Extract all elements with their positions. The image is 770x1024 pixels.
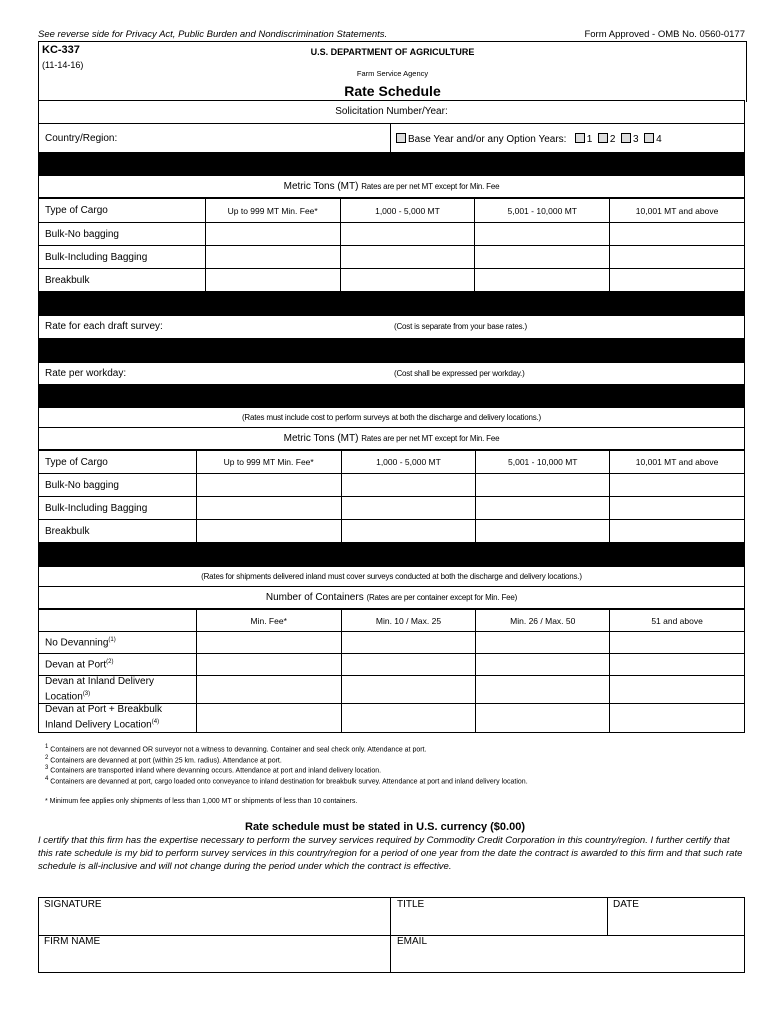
section3-caption-main: Number of Containers bbox=[265, 592, 364, 603]
rate-cell[interactable] bbox=[476, 676, 610, 704]
email-label: EMAIL bbox=[397, 936, 428, 947]
section1-table bbox=[38, 198, 745, 292]
rate-cell[interactable] bbox=[205, 246, 340, 269]
footnote-4 bbox=[45, 776, 528, 785]
footnote-number: 3 bbox=[45, 765, 49, 771]
section1-col-3: 10,001 MT and above bbox=[610, 199, 745, 223]
workday-row[interactable] bbox=[38, 363, 745, 385]
rate-cell[interactable] bbox=[476, 497, 610, 520]
rate-cell[interactable] bbox=[610, 654, 745, 676]
rate-cell[interactable] bbox=[205, 223, 340, 246]
option-year-4-checkbox[interactable] bbox=[644, 133, 654, 143]
rate-cell[interactable] bbox=[610, 497, 745, 520]
rate-cell[interactable] bbox=[476, 520, 610, 543]
section3-row-label bbox=[39, 704, 197, 732]
option-year-3-checkbox[interactable] bbox=[621, 133, 631, 143]
option-year-1-label: 1 bbox=[586, 134, 593, 145]
rate-cell[interactable] bbox=[610, 520, 745, 543]
section3-note-row bbox=[38, 567, 745, 587]
min-fee-note: * Minimum fee applies only shipments of less than 1,000 MT or shipments of less than 10 containers. bbox=[45, 798, 358, 805]
section3-row-label bbox=[39, 654, 197, 676]
section1-row-label: Breakbulk bbox=[39, 269, 206, 292]
rate-cell[interactable] bbox=[341, 704, 476, 732]
draft-survey-row[interactable] bbox=[38, 316, 745, 339]
option-year-2-label: 2 bbox=[609, 134, 616, 145]
rate-cell[interactable] bbox=[610, 474, 745, 497]
section-bar-1 bbox=[38, 153, 745, 176]
section2-col-0: Up to 999 MT Min. Fee* bbox=[196, 451, 341, 474]
agency: Farm Service Agency bbox=[356, 69, 429, 78]
section2-note: (Rates must include cost to perform surveys at both the discharge and delivery locations.) bbox=[241, 413, 542, 422]
rate-cell[interactable] bbox=[476, 654, 610, 676]
solicitation-label: Solicitation Number/Year: bbox=[335, 106, 448, 117]
section1-col-0: Up to 999 MT Min. Fee* bbox=[205, 199, 340, 223]
page-title: Rate Schedule bbox=[344, 83, 441, 99]
country-label: Country/Region: bbox=[45, 133, 118, 144]
section-bar-3 bbox=[38, 339, 745, 363]
section3-col-0: Min. Fee* bbox=[196, 610, 341, 632]
section1-caption-main: Metric Tons (MT) bbox=[283, 181, 359, 192]
form-version: (11-14-16) bbox=[42, 60, 84, 70]
workday-note: (Cost shall be expressed per workday.) bbox=[394, 369, 525, 378]
section2-note-row bbox=[38, 408, 745, 428]
row-text: Devan at Port + Breakbulk bbox=[45, 704, 163, 716]
privacy-notice: See reverse side for Privacy Act, Public Burden and Nondiscrimination Statements. bbox=[38, 29, 388, 40]
rate-cell[interactable] bbox=[196, 632, 341, 654]
draft-survey-note: (Cost is separate from your base rates.) bbox=[394, 322, 527, 331]
title-field[interactable] bbox=[391, 898, 608, 936]
section2-caption-small: Rates are per net MT except for Min. Fee bbox=[361, 434, 500, 443]
footnote-1 bbox=[45, 744, 426, 753]
rate-cell[interactable] bbox=[476, 632, 610, 654]
workday-label: Rate per workday: bbox=[45, 368, 127, 379]
section2-row-label: Bulk-No bagging bbox=[39, 474, 197, 497]
rate-cell[interactable] bbox=[341, 520, 476, 543]
section3-row-label bbox=[39, 632, 197, 654]
footnote-2 bbox=[45, 755, 282, 764]
section2-table bbox=[38, 450, 745, 543]
rate-cell[interactable] bbox=[610, 246, 745, 269]
section1-col-type: Type of Cargo bbox=[39, 199, 206, 223]
country-row bbox=[38, 124, 745, 153]
rate-cell[interactable] bbox=[475, 246, 610, 269]
section1-caption bbox=[38, 176, 745, 198]
rate-cell[interactable] bbox=[196, 654, 341, 676]
section3-caption-text bbox=[39, 592, 744, 603]
section3-row-label bbox=[39, 676, 197, 704]
omb-number: Form Approved - OMB No. 0560-0177 bbox=[584, 29, 745, 40]
certification-text: I certify that this firm has the expertise necessary to perform the survey services required by Commodity Credit Corporation in this country/region. I further certify that this rate schedule is my bid to perform survey services in this country/region for a period of one year from the date the contract is awarded to this firm and that such rate schedule is all-inclusive and will not change during the period under which the contract is effective. bbox=[38, 835, 743, 872]
row-sup: (1) bbox=[108, 636, 116, 643]
rate-cell[interactable] bbox=[475, 269, 610, 292]
section3-col-1: Min. 10 / Max. 25 bbox=[341, 610, 476, 632]
email-field[interactable] bbox=[391, 936, 744, 972]
draft-survey-label: Rate for each draft survey: bbox=[45, 321, 163, 332]
rate-cell[interactable] bbox=[610, 269, 745, 292]
date-field[interactable] bbox=[608, 898, 744, 936]
rate-cell[interactable] bbox=[341, 632, 476, 654]
country-field[interactable] bbox=[39, 124, 391, 152]
footnote-number: 1 bbox=[45, 744, 49, 750]
firm-name-field[interactable] bbox=[39, 936, 391, 972]
base-year-label: Base Year and/or any Option Years: bbox=[408, 134, 567, 145]
section2-col-type: Type of Cargo bbox=[39, 451, 197, 474]
section2-caption-main: Metric Tons (MT) bbox=[283, 433, 359, 444]
date-label: DATE bbox=[613, 899, 639, 910]
rate-cell[interactable] bbox=[610, 632, 745, 654]
section1-caption-small: Rates are per net MT except for Min. Fee bbox=[361, 182, 500, 191]
footnote-3 bbox=[45, 765, 381, 774]
footnote-text: Containers are devanned at port (within 25 km. radius). Attendance at port. bbox=[50, 757, 282, 765]
section3-col-3: 51 and above bbox=[610, 610, 745, 632]
rate-cell[interactable] bbox=[340, 246, 475, 269]
rate-cell[interactable] bbox=[196, 497, 341, 520]
row-sup: (4) bbox=[151, 719, 160, 726]
footnote-text: Containers are transported inland where devanning occurs. Attendance at port and inland delivery location. bbox=[50, 767, 382, 775]
section2-col-1: 1,000 - 5,000 MT bbox=[341, 451, 476, 474]
section3-col-2: Min. 26 / Max. 50 bbox=[476, 610, 610, 632]
rate-cell[interactable] bbox=[341, 676, 476, 704]
rate-cell[interactable] bbox=[476, 704, 610, 732]
section2-col-2: 5,001 - 10,000 MT bbox=[476, 451, 610, 474]
section1-col-1: 1,000 - 5,000 MT bbox=[340, 199, 475, 223]
section3-caption-small: (Rates are per container except for Min. Fee) bbox=[366, 593, 518, 602]
rate-cell[interactable] bbox=[610, 704, 745, 732]
row-sup: (3) bbox=[82, 691, 91, 697]
option-year-3-label: 3 bbox=[633, 134, 639, 145]
signature-block bbox=[38, 897, 745, 973]
form-code: KC-337 bbox=[42, 44, 80, 56]
rate-cell[interactable] bbox=[196, 474, 341, 497]
rate-cell[interactable] bbox=[340, 223, 475, 246]
section3-note: (Rates for shipments delivered inland must cover surveys conducted at both the discharge and delivery locations.) bbox=[201, 572, 582, 581]
option-years bbox=[396, 133, 662, 145]
department: U.S. DEPARTMENT OF AGRICULTURE bbox=[310, 47, 475, 57]
section1-caption-text bbox=[39, 181, 744, 192]
section2-col-3: 10,001 MT and above bbox=[610, 451, 745, 474]
rate-cell[interactable] bbox=[340, 269, 475, 292]
signature-label: SIGNATURE bbox=[44, 899, 102, 910]
footnote-text: Containers are devanned at port, cargo loaded onto conveyance to inland destination for breakbulk survey. Attendance at port and inland delivery location. bbox=[50, 778, 528, 786]
rate-cell[interactable] bbox=[196, 676, 341, 704]
row-text: No Devanning bbox=[45, 637, 109, 649]
rate-cell[interactable] bbox=[196, 704, 341, 732]
section2-row-label: Bulk-Including Bagging bbox=[39, 497, 197, 520]
section2-row-label: Breakbulk bbox=[39, 520, 197, 543]
rate-cell[interactable] bbox=[476, 474, 610, 497]
section-bar-5 bbox=[38, 543, 745, 567]
currency-heading: Rate schedule must be stated in U.S. currency ($0.00) bbox=[245, 821, 525, 833]
section1-col-2: 5,001 - 10,000 MT bbox=[475, 199, 610, 223]
row-text-2: Location bbox=[45, 691, 83, 703]
rate-cell[interactable] bbox=[610, 223, 745, 246]
footnote-text: Containers are not devanned OR surveyor not a witness to devanning. Container and seal check only. Attendance at port. bbox=[50, 746, 427, 754]
rate-cell[interactable] bbox=[341, 474, 476, 497]
signature-field[interactable] bbox=[39, 898, 391, 936]
option-year-2-checkbox[interactable] bbox=[598, 133, 608, 143]
solicitation-row[interactable] bbox=[38, 100, 745, 124]
row-text-2: Inland Delivery Location bbox=[45, 719, 152, 731]
row-text: Devan at Port bbox=[45, 659, 107, 671]
footnote-number: 2 bbox=[45, 755, 49, 761]
section-bar-4 bbox=[38, 385, 745, 408]
section2-caption bbox=[38, 428, 745, 450]
title-label: TITLE bbox=[397, 899, 425, 910]
firm-name-label: FIRM NAME bbox=[44, 936, 101, 947]
section1-row-label: Bulk-No bagging bbox=[39, 223, 206, 246]
form-header bbox=[38, 41, 747, 102]
base-year-checkbox[interactable] bbox=[396, 133, 406, 143]
section3-table bbox=[38, 609, 745, 733]
section-bar-2 bbox=[38, 292, 745, 316]
option-year-1-checkbox[interactable] bbox=[575, 133, 585, 143]
rate-cell[interactable] bbox=[475, 223, 610, 246]
section1-row-label: Bulk-Including Bagging bbox=[39, 246, 206, 269]
rate-cell[interactable] bbox=[610, 676, 745, 704]
footnote-number: 4 bbox=[45, 776, 49, 782]
section3-col-blank bbox=[39, 610, 197, 632]
section3-caption bbox=[38, 587, 745, 609]
rate-cell[interactable] bbox=[196, 520, 341, 543]
row-text: Devan at Inland Delivery bbox=[45, 676, 154, 687]
row-sup: (2) bbox=[106, 658, 114, 665]
rate-cell[interactable] bbox=[341, 654, 476, 676]
rate-cell[interactable] bbox=[341, 497, 476, 520]
option-year-4-label: 4 bbox=[656, 134, 662, 145]
rate-cell[interactable] bbox=[205, 269, 340, 292]
section2-caption-text bbox=[39, 433, 744, 444]
